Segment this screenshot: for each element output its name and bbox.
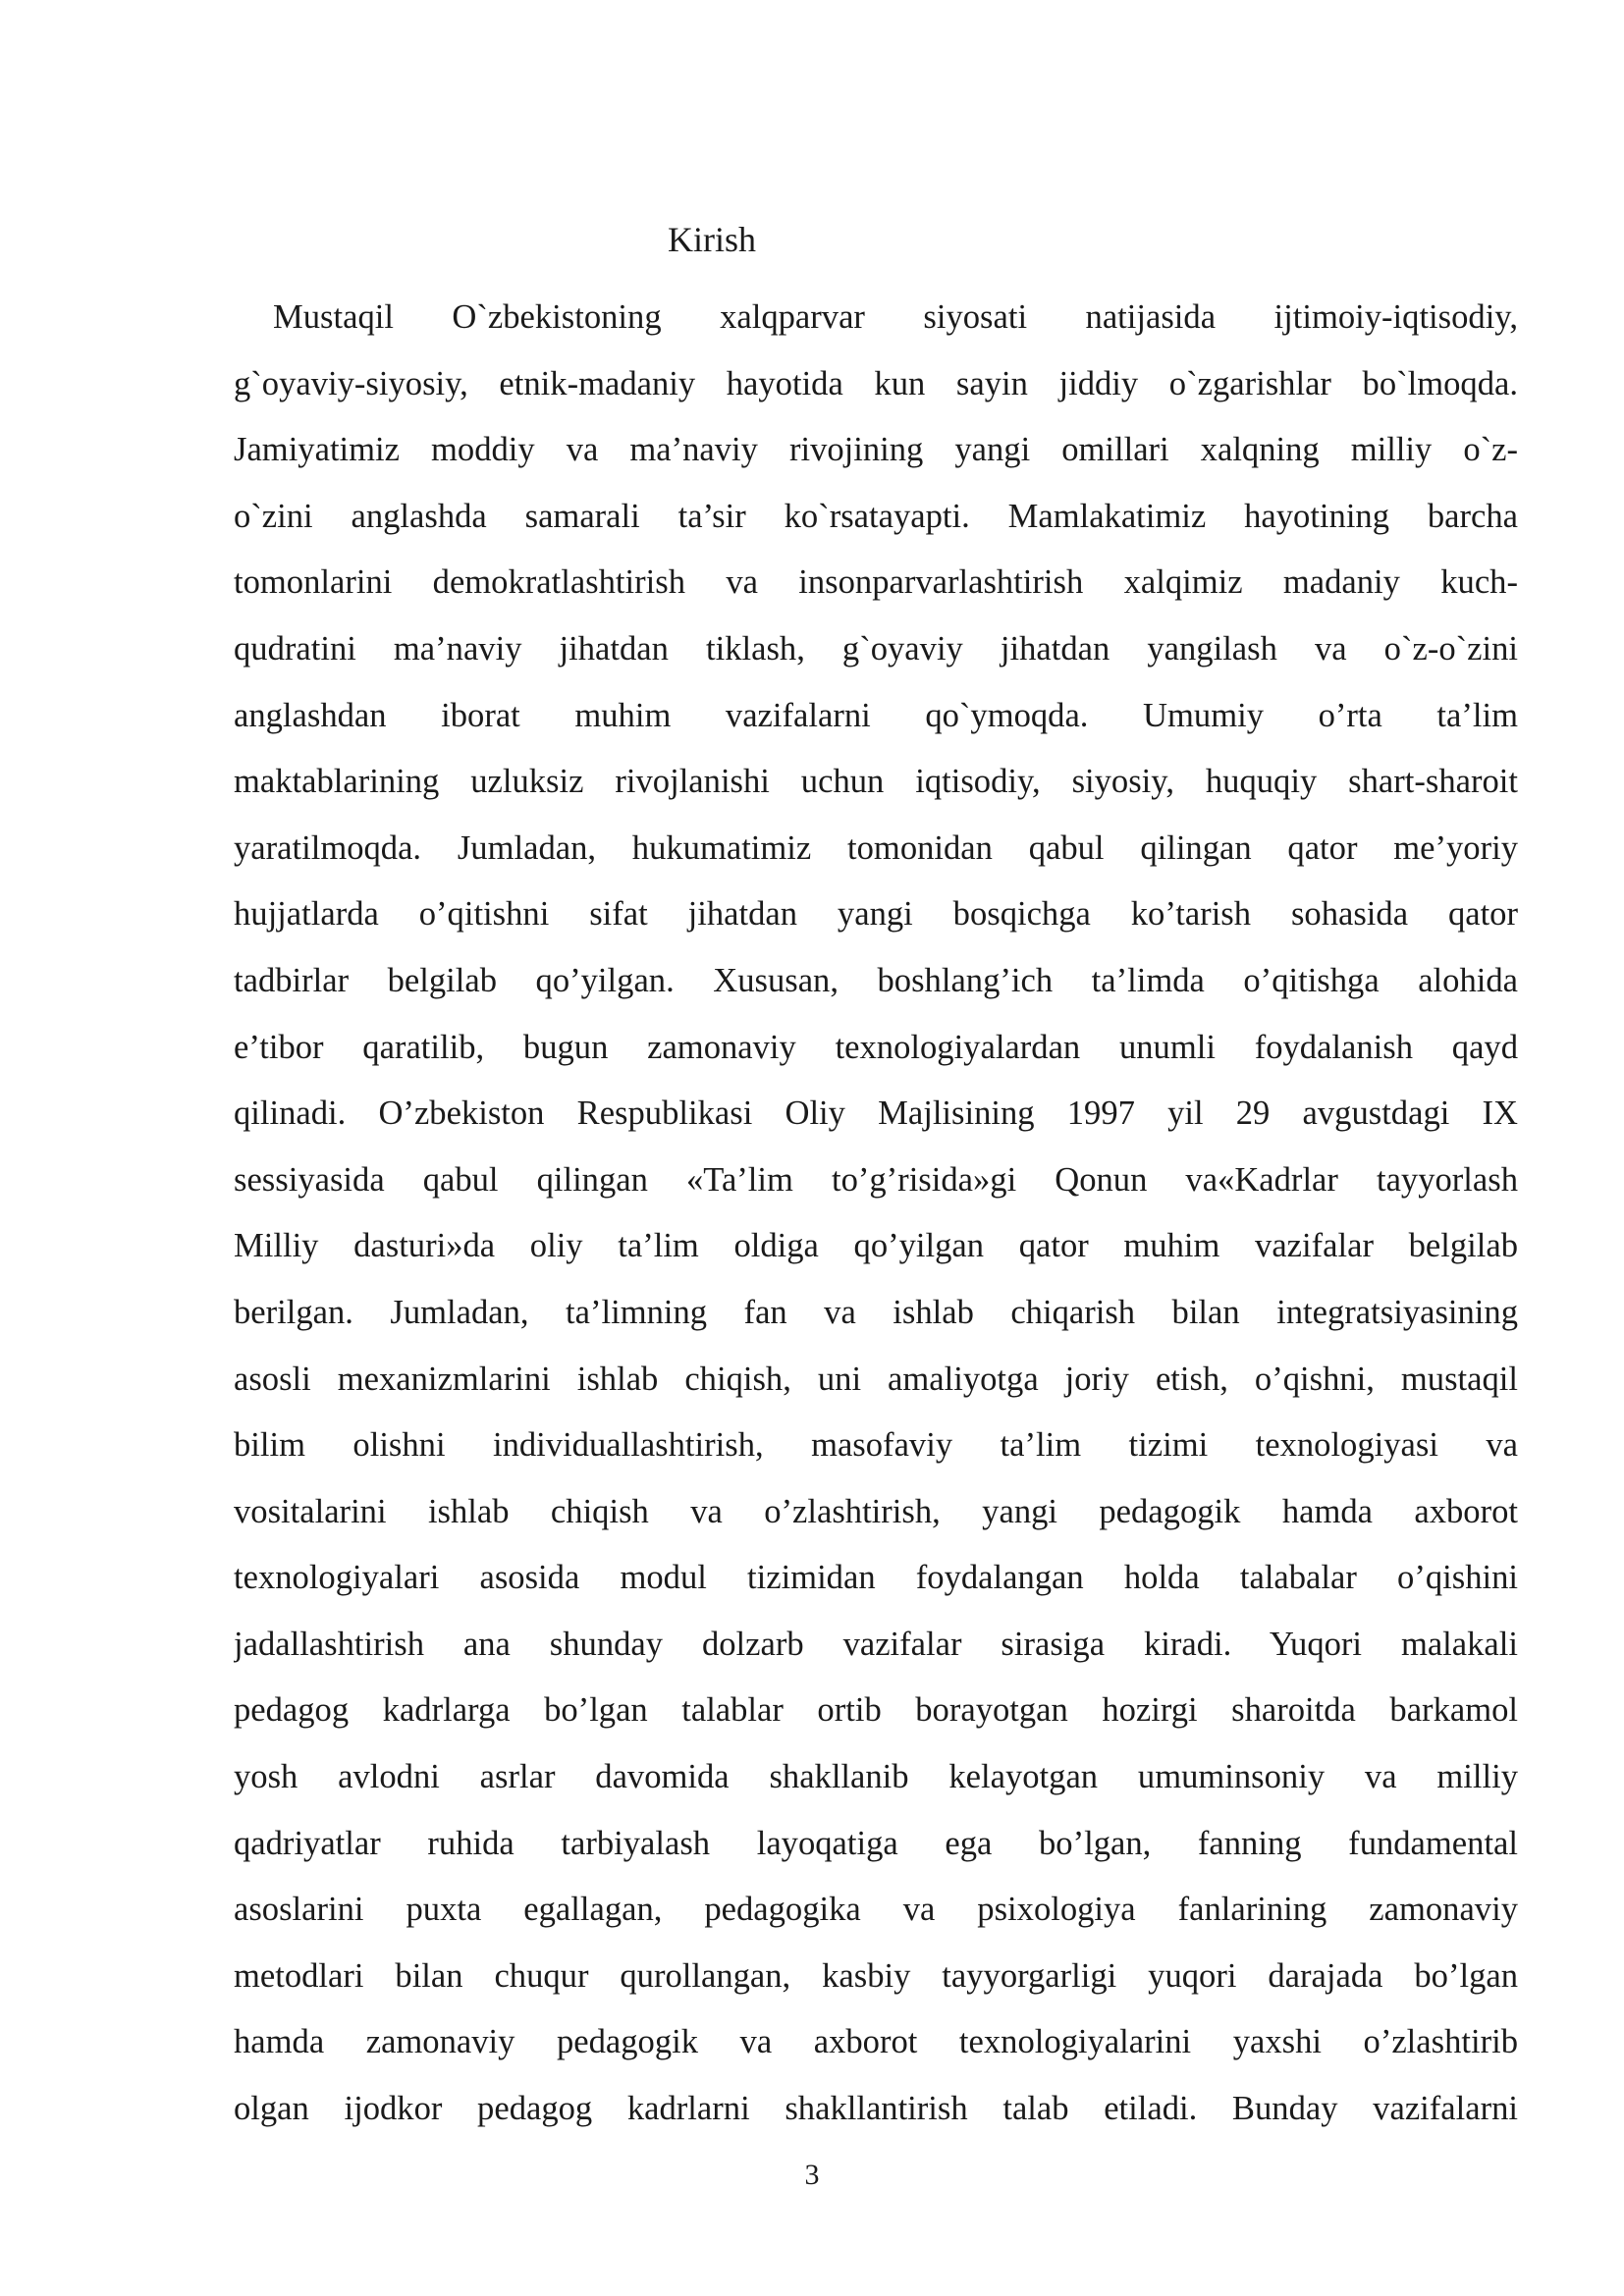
text-line: vositalarini ishlab chiqish va o’zlashtirish, yangi pedagogik hamda axborot [234, 1492, 1518, 1530]
section-heading: Kirish [668, 220, 756, 259]
text-line: texnologiyalari asosida modul tizimidan foydalangan holda talabalar o’qishini [234, 1559, 1518, 1597]
text-line: olgan ijodkor pedagog kadrlarni shakllantirish talab etiladi. Bunday vazifalarni [234, 2090, 1518, 2128]
text-line: o`zini anglashda samarali ta’sir ko`rsatayapti. Mamlakatimiz hayotining barcha [234, 497, 1518, 535]
body-paragraph [234, 285, 1518, 2143]
text-line: qilinadi. O’zbekiston Respublikasi Oliy Majlisining 1997 yil 29 avgustdagi IX [234, 1095, 1518, 1133]
text-line: qadriyatlar ruhida tarbiyalash layoqatiga ega bo’lgan, fanning fundamental [234, 1824, 1518, 1862]
text-line: hujjatlarda o’qitishni sifat jihatdan yangi bosqichga ko’tarish sohasida qator [234, 895, 1518, 934]
text-line: asoslarini puxta egallagan, pedagogika va psixologiya fanlarining zamonaviy [234, 1891, 1518, 1929]
text-line: tomonlarini demokratlashtirish va insonparvarlashtirish xalqimiz madaniy kuch- [234, 563, 1518, 602]
text-line: g`oyaviy-siyosiy, etnik-madaniy hayotida kun sayin jiddiy o`zgarishlar bo`lmoqda. [234, 364, 1518, 402]
text-line: Jamiyatimiz moddiy va ma’naviy rivojining yangi omillari xalqning milliy o`z- [234, 431, 1518, 469]
text-line: metodlari bilan chuqur qurollangan, kasbiy tayyorgarligi yuqori darajada bo’lgan [234, 1956, 1518, 1995]
text-line: yaratilmoqda. Jumladan, hukumatimiz tomonidan qabul qilingan qator me’yoriy [234, 828, 1518, 867]
page-number: 3 [804, 2159, 820, 2191]
text-line: yosh avlodni asrlar davomida shakllanib kelayotgan umuminsoniy va milliy [234, 1758, 1518, 1796]
text-line: Mustaqil O`zbekistoning xalqparvar siyosati natijasida ijtimoiy-iqtisodiy, [273, 298, 1518, 336]
text-line: tadbirlar belgilab qo’yilgan. Xususan, boshlang’ich ta’limda o’qitishga alohida [234, 961, 1518, 999]
text-line: e’tibor qaratilib, bugun zamonaviy texnologiyalardan unumli foydalanish qayd [234, 1028, 1518, 1066]
text-line: anglashdan iborat muhim vazifalarni qo`ymoqda. Umumiy o’rta ta’lim [234, 696, 1518, 734]
text-line: pedagog kadrlarga bo’lgan talablar ortib borayotgan hozirgi sharoitda barkamol [234, 1691, 1518, 1730]
text-line: berilgan. Jumladan, ta’limning fan va ishlab chiqarish bilan integratsiyasining [234, 1293, 1518, 1331]
text-line: jadallashtirish ana shunday dolzarb vazifalar sirasiga kiradi. Yuqori malakali [234, 1625, 1518, 1663]
text-line: qudratini ma’naviy jihatdan tiklash, g`oyaviy jihatdan yangilash va o`z-o`zini [234, 629, 1518, 667]
text-line: asosli mexanizmlarini ishlab chiqish, uni amaliyotga joriy etish, o’qishni, mustaqil [234, 1360, 1518, 1398]
text-line: sessiyasida qabul qilingan «Ta’lim to’g’risida»gi Qonun va«Kadrlar tayyorlash [234, 1160, 1518, 1199]
text-line: maktablarining uzluksiz rivojlanishi uchun iqtisodiy, siyosiy, huquqiy shart-sharoit [234, 763, 1518, 801]
text-line: bilim olishni individuallashtirish, masofaviy ta’lim tizimi texnologiyasi va [234, 1426, 1518, 1465]
text-line: Milliy dasturi»da oliy ta’lim oldiga qo’yilgan qator muhim vazifalar belgilab [234, 1227, 1518, 1265]
text-line: hamda zamonaviy pedagogik va axborot texnologiyalarini yaxshi o’zlashtirib [234, 2023, 1518, 2061]
